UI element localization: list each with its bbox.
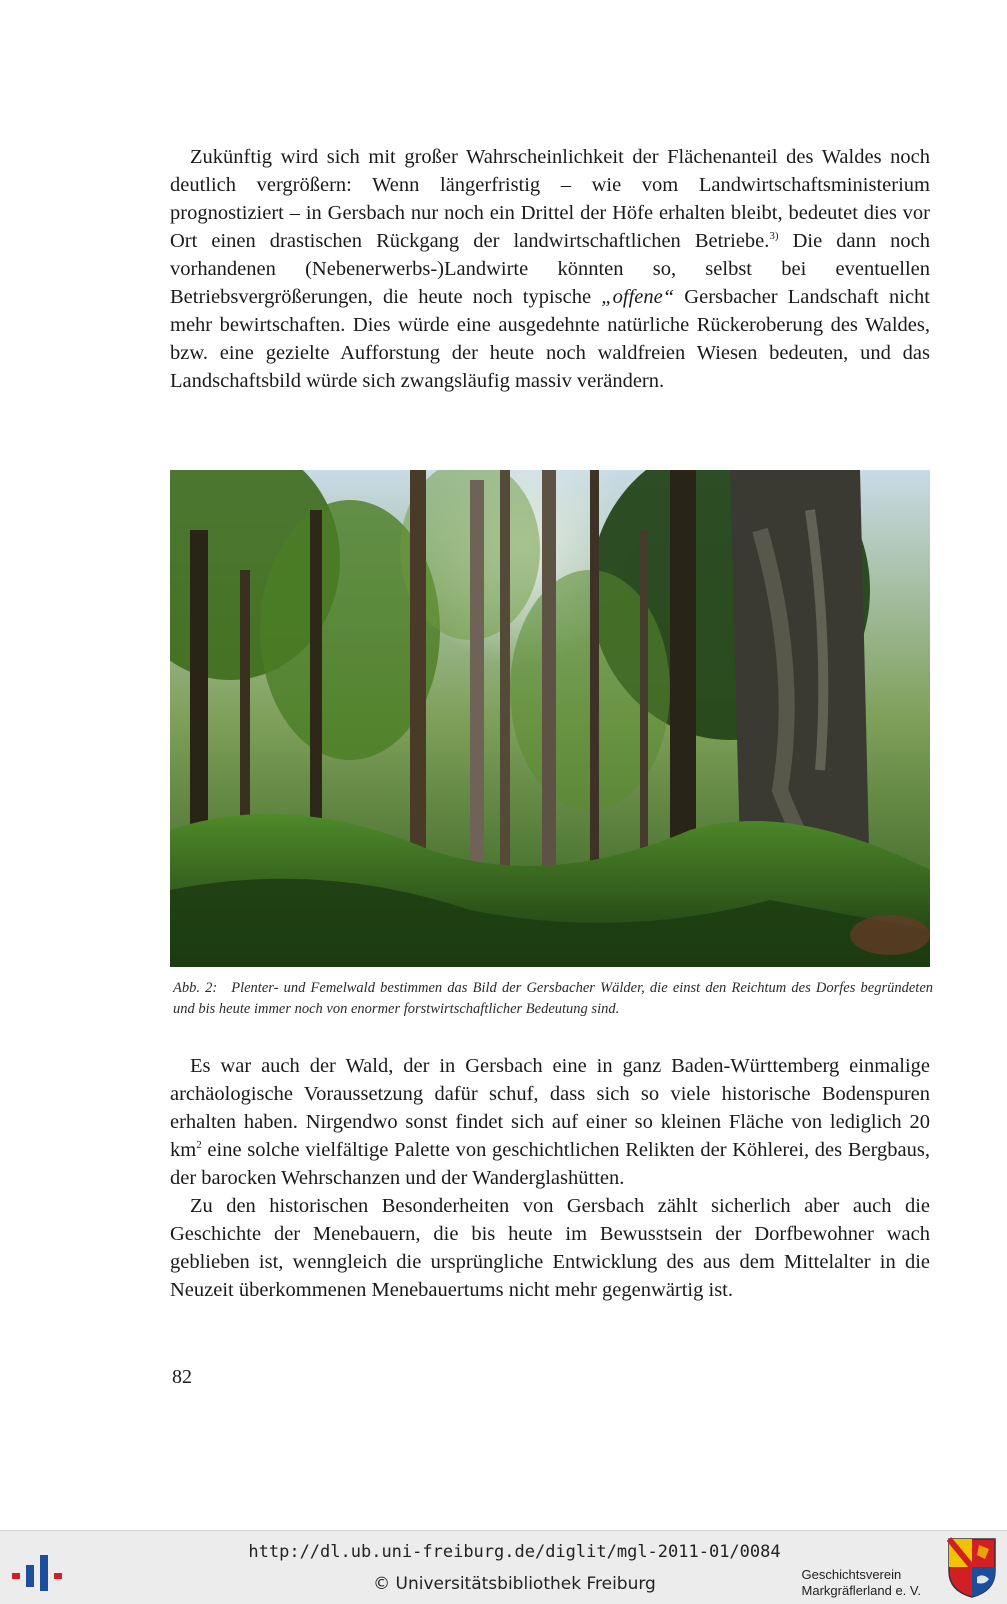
society-line-2: Markgräflerland e. V. xyxy=(801,1583,921,1598)
viewer-footer xyxy=(0,1530,1007,1604)
forest-photo xyxy=(170,470,930,967)
body-text-top xyxy=(170,143,930,395)
copyright-notice: © Universitätsbibliothek Freiburg xyxy=(373,1574,656,1594)
text-run: Die dann noch vorhandenen (Nebenerwerbs-)Landwirte könnten so, selbst bei eventuellen Betriebsvergrößerungen, die heute noch typische xyxy=(170,230,930,308)
society-name xyxy=(802,1567,921,1599)
text-run: Zukünftig wird sich mit großer Wahrscheinlichkeit der Flächenanteil des Waldes noch deutlich vergrößern: Wenn längerfristig – wie vom Landwirtschaftsministerium prognostiziert – in Gersbach nur noch ein Drittel der Höfe erhalten bleibt, bedeutet dies vor Ort einen drastischen Rückgang der landwirtschaftlichen Betriebe. xyxy=(170,146,930,252)
body-text-bottom xyxy=(170,1052,930,1304)
text-run: Es war auch der Wald, der in Gersbach eine in ganz Baden-Württemberg einmalige archäologische Voraussetzung dafür schuf, dass sich so viele historische Bodenspuren erhalten haben. Nirgendwo sonst findet sich auf einer so kleinen Fläche von lediglich 20 km xyxy=(170,1055,930,1161)
paragraph: Zu den historischen Besonderheiten von Gersbach zählt sicherlich aber auch die Geschichte der Menebauern, die bis heute im Bewusstsein der Dorfbewohner wach geblieben ist, wenngleich die ursprüngliche Entwicklung des aus dem Mittelalter in die Neuzeit überkommenen Menebauertums nicht mehr gegenwärtig ist. xyxy=(170,1195,930,1301)
caption-text: Plenter- und Femelwald bestimmen das Bild der Gersbacher Wälder, die einst den Reichtum des Dorfes begründeten und bis heute immer noch von enormer forstwirtschaftlicher Bedeutung sind. xyxy=(173,980,934,1017)
footnote-reference[interactable]: 3) xyxy=(769,230,779,243)
coat-of-arms-icon xyxy=(947,1537,997,1599)
paragraph xyxy=(170,1052,930,1192)
text-run: eine solche vielfältige Palette von geschichtlichen Relikten der Köhlerei, des Bergbaus, der barocken Wehrschanzen und der Wanderglashütten. xyxy=(170,1139,930,1189)
page-number: 82 xyxy=(172,1366,192,1388)
emphasis: „offene“ xyxy=(601,286,675,308)
permalink-url[interactable]: http://dl.ub.uni-freiburg.de/diglit/mgl-2011-01/0084 xyxy=(248,1542,781,1562)
text-run: Gersbacher Landschaft nicht mehr bewirtschaften. Dies würde eine ausgedehnte natürliche Rückeroberung des Waldes, bzw. eine gezielte Aufforstung der heute noch waldfreien Wiesen bedeuten, und das Landschaftsbild würde sich zwangsläufig massiv verändern. xyxy=(170,286,930,392)
caption-label: Abb. 2: xyxy=(173,980,218,996)
superscript: 2 xyxy=(196,1139,202,1152)
figure-caption xyxy=(173,978,933,1020)
society-line-1: Geschichtsverein xyxy=(801,1567,902,1582)
paragraph xyxy=(170,143,930,395)
